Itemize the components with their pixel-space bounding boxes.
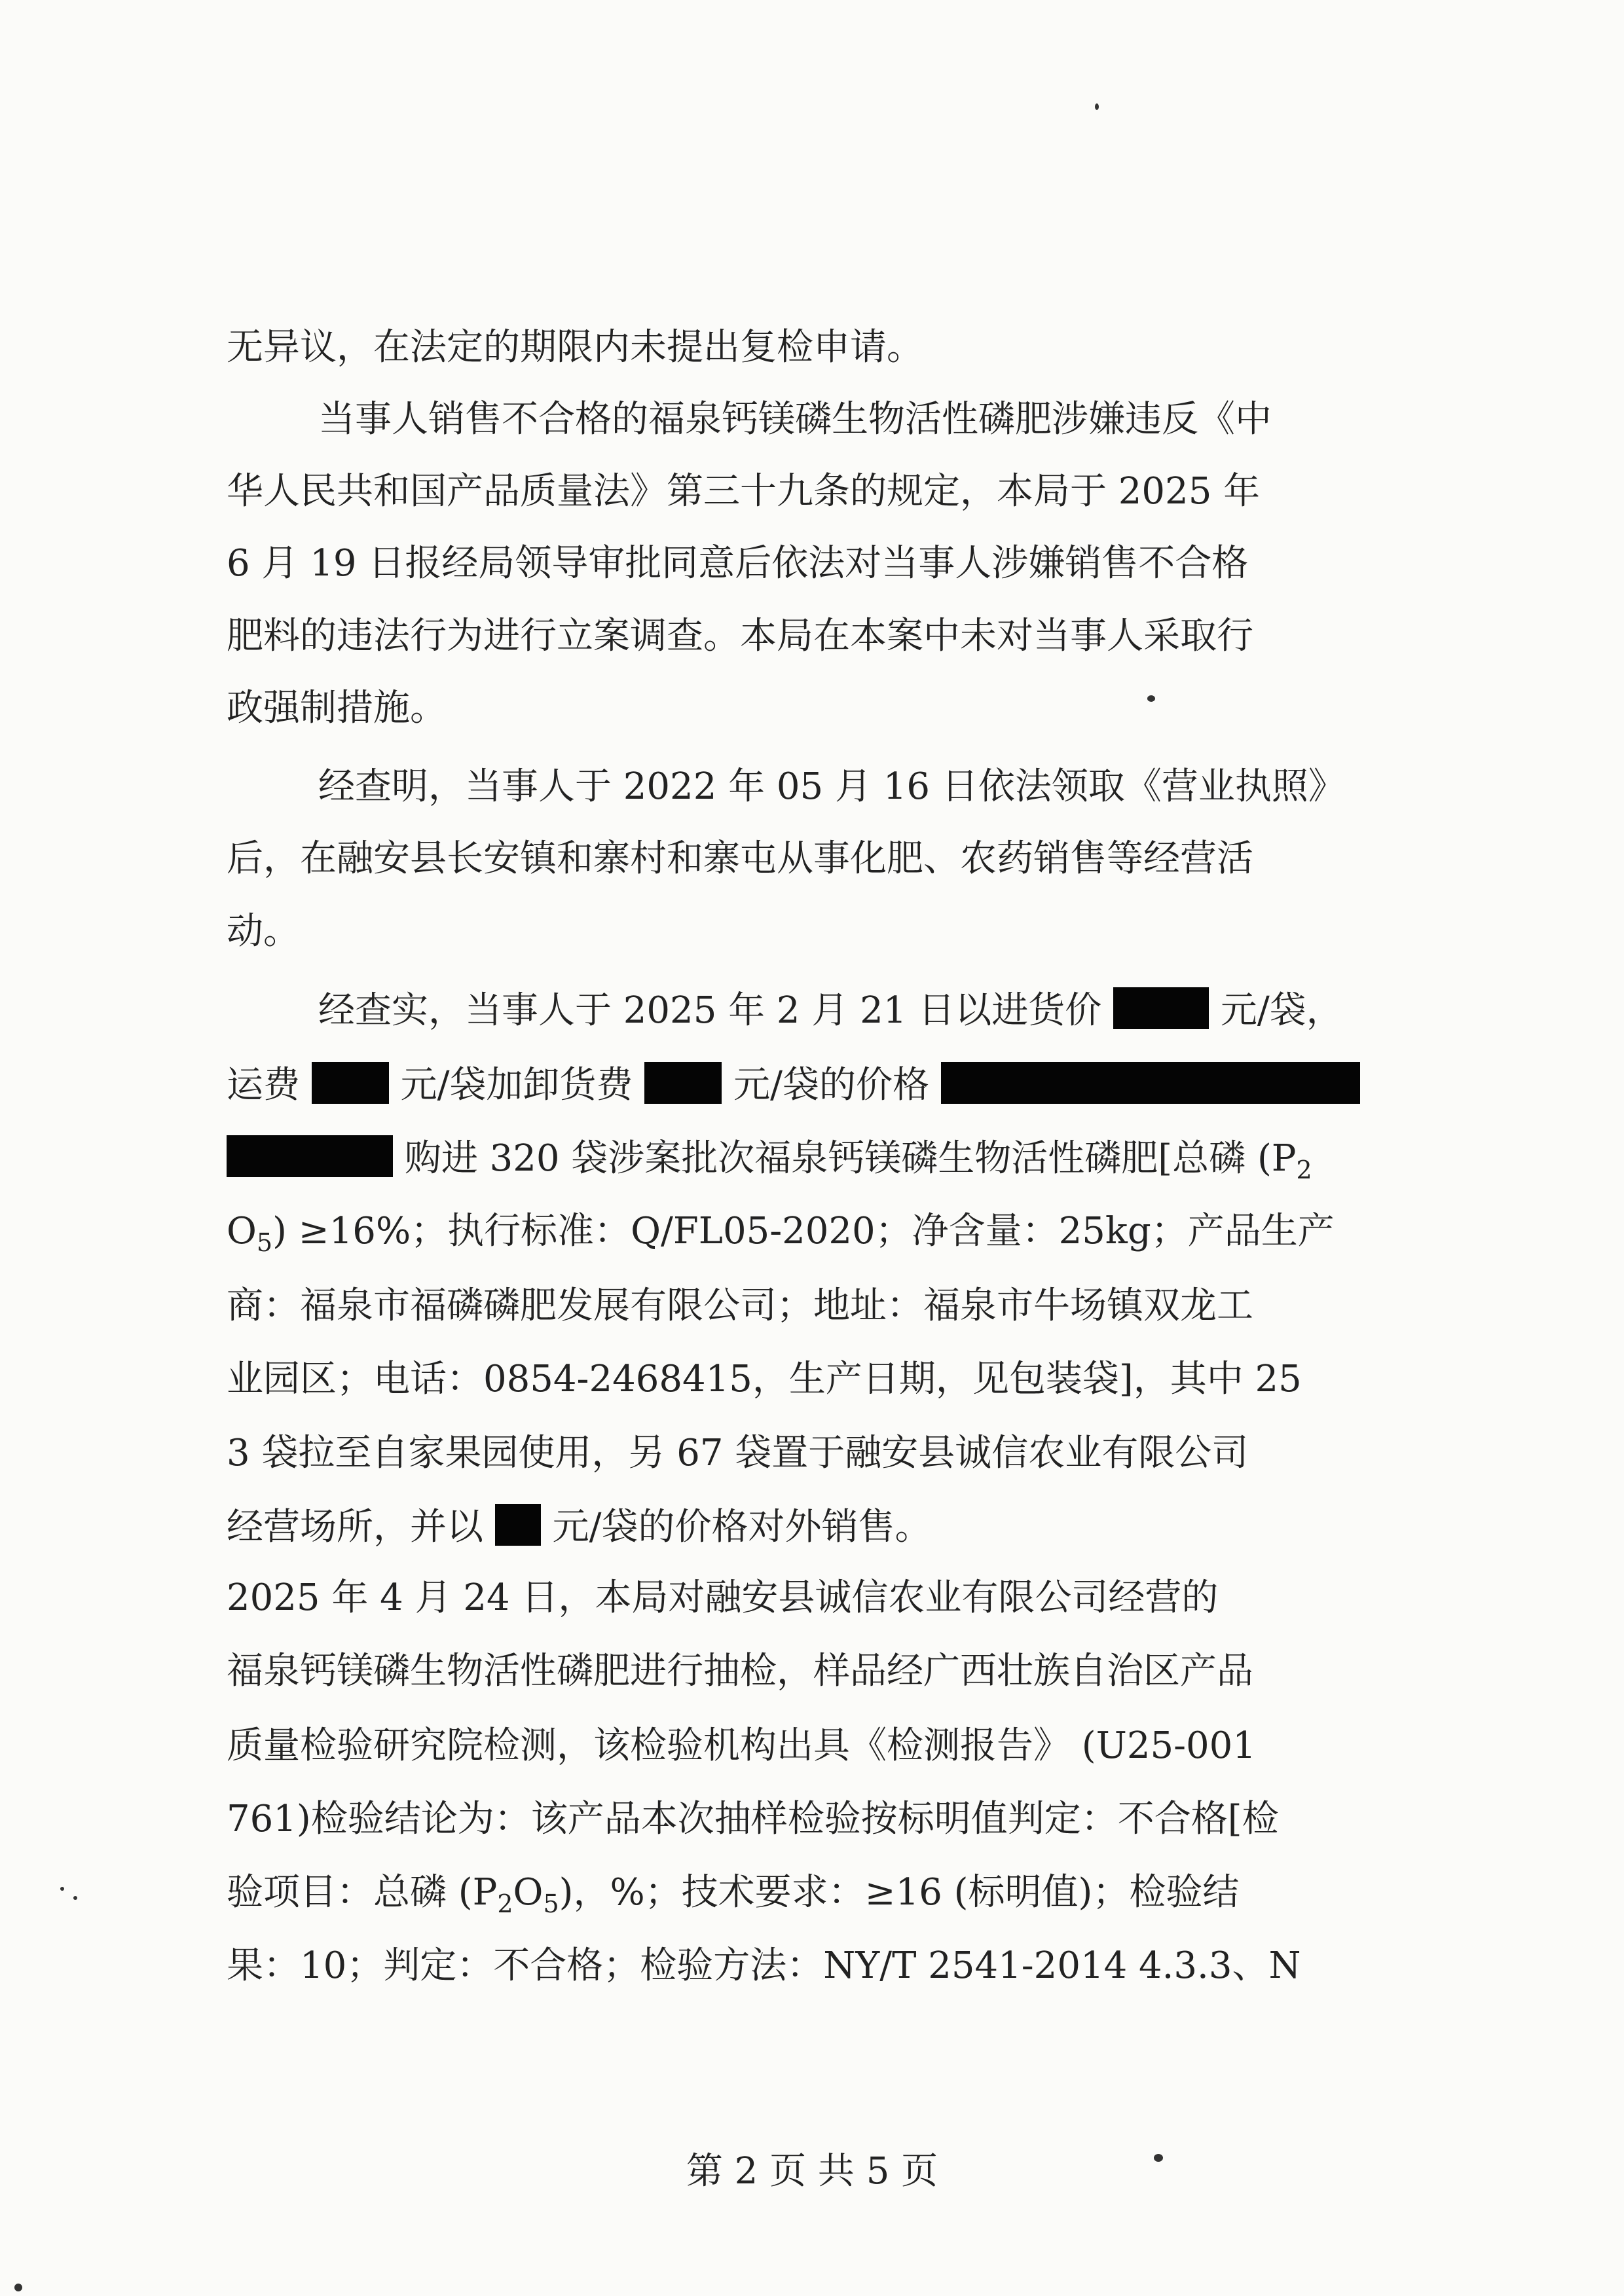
text-line: 福泉钙镁磷生物活性磷肥进行抽检，样品经广西壮族自治区产品 [227,1650,1253,1692]
subscript: 5 [543,1889,559,1918]
subscript: 2 [1296,1156,1312,1184]
scan-speck [1147,695,1155,702]
text-line: 2025 年 4 月 24 日，本局对融安县诚信农业有限公司经营的 [227,1576,1219,1619]
text-line [227,1209,1335,1257]
text-line: 华人民共和国产品质量法》第三十九条的规定，本局于 2025 年 [227,470,1261,513]
text-segment: ) ≥16%；执行标准：Q/FL05-2020；净含量：25kg；产品生产 [272,1210,1335,1252]
text-line: 6 月 19 日报经局领导审批同意后依法对当事人涉嫌销售不合格 [227,542,1249,585]
text-line [227,1062,1360,1108]
scan-speck [73,1896,77,1900]
scan-speck [14,2284,22,2291]
text-line: 经查明，当事人于 2022 年 05 月 16 日依法领取《营业执照》 [318,765,1345,808]
text-line: 商：福泉市福磷磷肥发展有限公司；地址：福泉市牛场镇双龙工 [227,1285,1253,1327]
text-segment: O [513,1871,544,1914]
text-segment: 元/袋的价格对外销售。 [552,1506,932,1548]
scan-speck [1154,2154,1163,2162]
text-segment: 元/袋加卸货费 [400,1064,633,1106]
text-line: 后，在融安县长安镇和寨村和寨屯从事化肥、农药销售等经营活 [227,837,1253,880]
text-line: 果：10；判定：不合格；检验方法：NY/T 2541-2014 4.3.3、N [227,1944,1301,1987]
redaction-block [644,1062,722,1104]
text-segment: 元/袋的价格 [733,1064,929,1106]
redaction-block [495,1504,541,1546]
text-line [227,1870,1239,1916]
text-segment: 验项目：总磷 (P [227,1871,498,1914]
text-segment: 经查实，当事人于 2025 年 2 月 21 日以进货价 [318,989,1102,1032]
page-number: 第 2 页 共 5 页 [686,2150,938,2193]
redaction-block [1113,987,1209,1029]
text-line: 761)检验结论为：该产品本次抽样检验按标明值判定：不合格[检 [227,1798,1279,1840]
text-segment: 经营场所，并以 [227,1506,483,1548]
text-line: 肥料的违法行为进行立案调查。本局在本案中未对当事人采取行 [227,615,1253,657]
text-line: 质量检验研究院检测，该检验机构出具《检测报告》 (U25-001 [227,1724,1256,1767]
text-line: 3 袋拉至自家果园使用，另 67 袋置于融安县诚信农业有限公司 [227,1432,1249,1474]
subscript: 2 [497,1889,513,1918]
text-segment: 购进 320 袋涉案批次福泉钙镁磷生物活性磷肥[总磷 (P [404,1137,1297,1180]
scan-speck [60,1887,64,1891]
text-line [318,987,1343,1033]
redaction-block [312,1062,389,1104]
scan-speck [1095,103,1099,110]
text-line: 无异议，在法定的期限内未提出复检申请。 [227,326,923,369]
subscript: 5 [256,1228,273,1257]
text-segment: O [227,1210,257,1252]
redaction-block [227,1135,393,1177]
text-segment: )，%；技术要求：≥16 (标明值)；检验结 [559,1871,1240,1914]
text-line: 政强制措施。 [227,687,447,729]
text-line [227,1135,1312,1184]
text-segment: 元/袋， [1220,989,1343,1032]
text-line: 业园区；电话：0854-2468415，生产日期，见包装袋]，其中 25 [227,1358,1302,1400]
text-line: 当事人销售不合格的福泉钙镁磷生物活性磷肥涉嫌违反《中 [318,398,1272,441]
redaction-block [941,1062,1360,1104]
text-line [227,1504,932,1550]
text-segment: 运费 [227,1064,300,1106]
text-line: 动。 [227,910,300,953]
